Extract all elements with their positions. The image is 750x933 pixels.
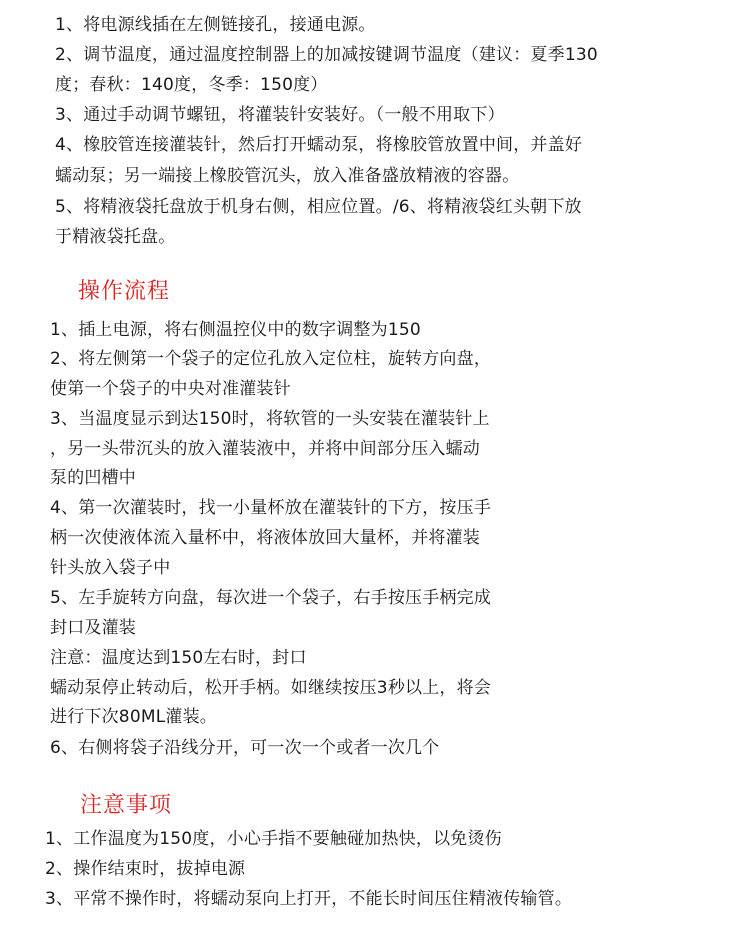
setup-line-5: 4、橡胶管连接灌装针，然后打开蠕动泵，将橡胶管放置中间，并盖好 (55, 135, 583, 155)
operation-line-7: 4、第一次灌装时，找一小量杯放在灌装针的下方，按压手 (50, 498, 492, 518)
operation-line-10: 5、左手旋转方向盘，每次进一个袋子，右手按压手柄完成 (50, 588, 492, 608)
setup-line-6: 蠕动泵；另一端接上橡胶管沉头，放入准备盛放精液的容器。 (55, 166, 520, 186)
setup-line-8: 于精液袋托盘。 (55, 227, 176, 247)
notes-line-2: 2、操作结束时，拔掉电源 (45, 859, 246, 879)
operation-line-15: 6、右侧将袋子沿线分开，可一次一个或者一次几个 (50, 738, 440, 758)
operation-line-11: 封口及灌装 (50, 618, 136, 638)
setup-line-2: 2、调节温度，通过温度控制器上的加减按键调节温度（建议：夏季130 (55, 45, 598, 65)
operation-line-9: 针头放入袋子中 (50, 558, 171, 578)
operation-line-6: 泵的凹槽中 (50, 468, 136, 488)
operation-line-5: ，另一头带沉头的放入灌装液中，并将中间部分压入蠕动 (50, 439, 480, 459)
operation-line-1: 1、插上电源，将右侧温控仪中的数字调整为150 (50, 320, 421, 340)
setup-line-3: 度；春秋：140度，冬季：150度） (55, 75, 328, 95)
notes-line-3: 3、平常不操作时，将蠕动泵向上打开，不能长时间压住精液传输管。 (45, 889, 573, 909)
operation-line-4: 3、当温度显示到达150时，将软管的一头安装在灌装针上 (50, 409, 490, 429)
setup-line-7: 5、将精液袋托盘放于机身右侧，相应位置。/6、将精液袋红头朝下放 (55, 197, 582, 217)
operation-line-8: 柄一次使液体流入量杯中，将液体放回大量杯，并将灌装 (50, 528, 480, 548)
notes-line-1: 1、工作温度为150度，小心手指不要触碰加热快，以免烫伤 (45, 829, 502, 849)
notes-title: 注意事项 (80, 793, 173, 818)
operation-line-3: 使第一个袋子的中央对准灌装针 (50, 379, 291, 399)
operation-line-13: 蠕动泵停止转动后，松开手柄。如继续按压3秒以上，将会 (50, 678, 492, 698)
operation-title: 操作流程 (78, 279, 171, 304)
operation-line-14: 进行下次80ML灌装。 (50, 707, 217, 727)
setup-line-4: 3、通过手动调节螺钮，将灌装针安装好。（一般不用取下） (55, 105, 505, 125)
operation-line-2: 2、将左侧第一个袋子的定位孔放入定位柱，旋转方向盘， (50, 349, 492, 369)
setup-line-1: 1、将电源线插在左侧链接孔，接通电源。 (55, 15, 376, 35)
operation-line-12: 注意：温度达到150左右时，封口 (50, 648, 307, 668)
